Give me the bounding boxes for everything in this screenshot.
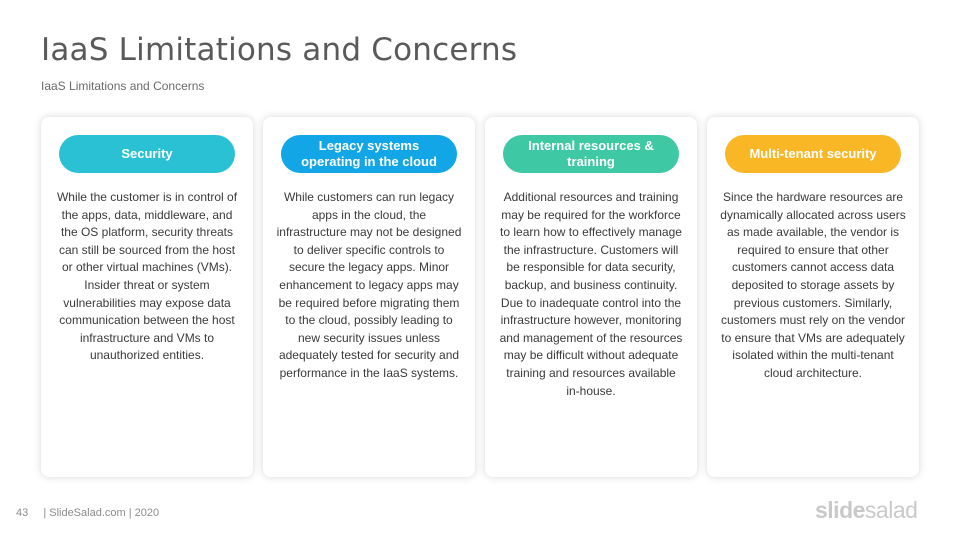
slide-subtitle: IaaS Limitations and Concerns [41,79,205,93]
card-body-text: While customers can run legacy apps in the cloud, the infrastructure may not be designed to deliver specific controls to secure the legacy apps. Minor enhancement to legacy apps may be required before migrating them to the cloud, possibly leading to new security issues unless adequately tested for security and performance in the IaaS systems. [276,190,462,380]
card-legacy-systems [263,117,475,477]
card-heading-pill: Internal resources & training [503,135,679,173]
card-body-text: Since the hardware resources are dynamically allocated across users as made available, the vendor is required to ensure that other customers cannot access data deposited to storage assets by previous customers. Similarly, customers must rely on the vendor to ensure that VMs are adequately isolated within the multi-tenant cloud architecture. [720,190,906,380]
card-heading-pill: Security [59,135,235,173]
card-heading-pill: Multi-tenant security [725,135,901,173]
card-internal-resources [485,117,697,477]
footer [16,507,159,519]
slide-title: IaaS Limitations and Concerns [41,32,518,68]
footer-credit: | SlideSalad.com | 2020 [43,507,160,519]
brand-logo-part1: slide [815,497,865,523]
brand-logo [815,497,917,524]
card-body-text: Additional resources and training may be required for the workforce to learn how to effectively manage the infrastructure. Customers will be responsible for data security, backup, and business continuity. Due to inadequate control into the infrastructure however, monitoring and management of the resources may be difficult without adequate training and resources available in-house. [499,190,683,398]
cards-container [41,117,919,477]
card-multi-tenant [707,117,919,477]
brand-logo-part2: salad [864,497,918,523]
card-body-text: While the customer is in control of the apps, data, middleware, and the OS platform, security threats can still be sourced from the host or other virtual machines (VMs). Insider threat or system vulnerabilities may expose data communication between the host infrastructure and VMs to unauthorized entities. [56,190,238,363]
card-security [41,117,253,477]
card-heading-pill: Legacy systems operating in the cloud [281,135,457,173]
page-number: 43 [16,507,29,519]
